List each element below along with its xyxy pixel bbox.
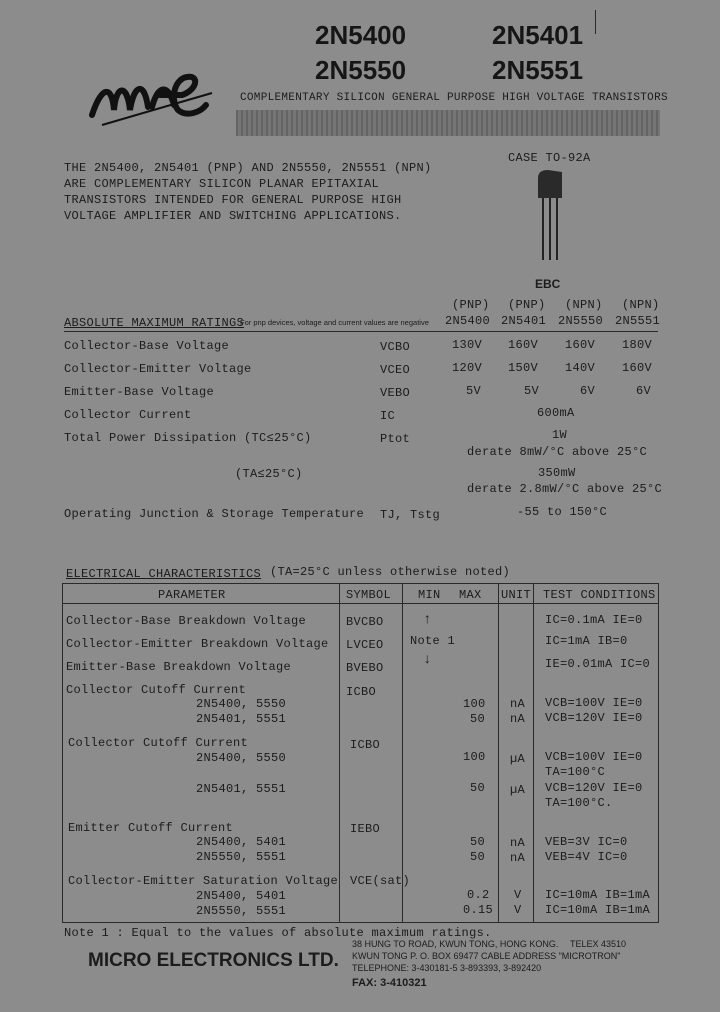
abs-row-value: 140V [565, 361, 596, 375]
table-row-param: Collector Cutoff Current [68, 736, 249, 750]
page-subtitle: COMPLEMENTARY SILICON GENERAL PURPOSE HIGH VOLTAGE TRANSISTORS [240, 92, 668, 104]
abs-row-value: 120V [452, 361, 483, 375]
abs-row-symbol: Ptot [380, 432, 411, 446]
table-row-param: Emitter-Base Breakdown Voltage [66, 660, 292, 674]
table-row-test: VCB=100V IE=0 [545, 750, 643, 764]
abs-row-sub: derate 2.8mW/°C above 25°C [467, 482, 663, 496]
table-row-max: 100 [463, 697, 486, 711]
intro-line-3: TRANSISTORS INTENDED FOR GENERAL PURPOSE HIGH [64, 193, 402, 207]
table-row-symbol: IEBO [350, 822, 381, 836]
abs-row-param: Total Power Dissipation (TC≤25°C) [64, 431, 312, 445]
footer-address-2: KWUN TONG P. O. BOX 69477 CABLE ADDRESS "MICROTRON" [352, 951, 621, 961]
intro-line-4: VOLTAGE AMPLIFIER AND SWITCHING APPLICATIONS. [64, 209, 402, 223]
to92-package-icon [534, 168, 568, 268]
down-arrow-icon: ↓ [423, 652, 432, 668]
abs-row-value: 130V [452, 338, 483, 352]
abs-row-value: 180V [622, 338, 653, 352]
abs-row-param: Collector Current [64, 408, 192, 422]
table-row-test: VCB=100V IE=0 [545, 696, 643, 710]
intro-line-2: ARE COMPLEMENTARY SILICON PLANAR EPITAXIAL [64, 177, 380, 191]
footer-telex: TELEX 43510 [570, 939, 627, 949]
table-row-unit: V [514, 888, 522, 902]
part-number-2n5400: 2N5400 [315, 20, 407, 50]
table-row-unit: nA [510, 836, 526, 850]
footer-fax: FAX: 3-410321 [352, 977, 427, 989]
abs-row-value: 5V [466, 384, 482, 398]
table-row-symbol: BVEBO [346, 661, 384, 675]
table-row-param: 2N5401, 5551 [196, 712, 287, 726]
table-row-unit: V [514, 903, 522, 917]
col-part-4: 2N5551 [615, 314, 661, 328]
abs-row-value: 6V [580, 384, 596, 398]
abs-row-value: 5V [524, 384, 540, 398]
logo-graphic [82, 55, 232, 135]
table-row-symbol: LVCEO [346, 638, 384, 652]
table-row-param: Collector-Emitter Saturation Voltage [68, 874, 339, 888]
table-row-unit: µA [510, 752, 526, 766]
package-pinout: EBC [535, 277, 561, 291]
table-row-param: Emitter Cutoff Current [68, 821, 234, 835]
header-unit: UNIT [501, 588, 532, 602]
footnote: Note 1 : Equal to the values of absolute maximum ratings. [64, 926, 492, 940]
footer-address-1: 38 HUNG TO ROAD, KWUN TONG, HONG KONG. [352, 939, 559, 949]
header-symbol: SYMBOL [346, 588, 392, 602]
intro-line-1: THE 2N5400, 2N5401 (PNP) AND 2N5550, 2N5551 (NPN) [64, 161, 432, 175]
table-row-max: 50 [470, 835, 486, 849]
abs-row-sub: derate 8mW/°C above 25°C [467, 445, 648, 459]
abs-row-value: 1W [552, 428, 568, 442]
header-max: MAX [459, 588, 482, 602]
abs-row-value: 160V [508, 338, 539, 352]
part-number-2n5551: 2N5551 [492, 55, 584, 85]
table-row-param: 2N5400, 5550 [196, 697, 287, 711]
abs-row-value: 350mW [538, 466, 576, 480]
footer-telephone: TELEPHONE: 3-430181-5 3-893393, 3-892420 [352, 963, 542, 973]
col-type-1: (PNP) [452, 298, 490, 312]
table-row-test: IC=10mA IB=1mA [545, 888, 651, 902]
table-row-param: 2N5550, 5551 [196, 850, 287, 864]
table-row-max: 50 [470, 781, 486, 795]
table-row-test-extra: TA=100°C [545, 765, 606, 779]
company-logo [82, 55, 232, 135]
col-type-2: (PNP) [508, 298, 546, 312]
table-row-param: 2N5400, 5401 [196, 889, 287, 903]
abs-row-value: 6V [636, 384, 652, 398]
table-row-test-extra: TA=100°C. [545, 796, 613, 810]
abs-max-note: For pnp devices, voltage and current values are negative [240, 318, 429, 327]
table-row-param: 2N5400, 5401 [196, 835, 287, 849]
table-row-max: 100 [463, 750, 486, 764]
col-type-3: (NPN) [565, 298, 603, 312]
abs-row-value: -55 to 150°C [517, 505, 608, 519]
abs-row-param: Collector-Base Voltage [64, 339, 230, 353]
table-row-symbol: ICBO [346, 685, 377, 699]
col-type-4: (NPN) [622, 298, 660, 312]
package-case: CASE TO-92A [508, 151, 591, 165]
table-row-param: Collector-Emitter Breakdown Voltage [66, 637, 329, 651]
table-row-max: 50 [470, 712, 486, 726]
table-row-unit: nA [510, 697, 526, 711]
table-row-max: 0.2 [467, 888, 490, 902]
elec-title: ELECTRICAL CHARACTERISTICS [66, 567, 262, 581]
table-row-max: 50 [470, 850, 486, 864]
company-name: MICRO ELECTRONICS LTD. [88, 950, 339, 971]
abs-row-value: 160V [565, 338, 596, 352]
abs-row-value: 150V [508, 361, 539, 375]
table-row-param: 2N5400, 5550 [196, 751, 287, 765]
table-row-symbol: ICBO [350, 738, 381, 752]
table-row-param: 2N5550, 5551 [196, 904, 287, 918]
table-row-param: 2N5401, 5551 [196, 782, 287, 796]
table-row-test: IC=10mA IB=1mA [545, 903, 651, 917]
abs-row-param: Collector-Emitter Voltage [64, 362, 252, 376]
abs-row-symbol: VCEO [380, 363, 411, 377]
table-row-unit: nA [510, 712, 526, 726]
header-parameter: PARAMETER [158, 588, 226, 602]
table-row-test: VEB=3V IC=0 [545, 835, 628, 849]
table-row-param: Collector Cutoff Current [66, 683, 247, 697]
table-row-test: IC=0.1mA IE=0 [545, 613, 643, 627]
abs-row-param: (TA≤25°C) [235, 467, 303, 481]
abs-row-value: 160V [622, 361, 653, 375]
up-arrow-icon: ↑ [423, 612, 432, 628]
col-part-3: 2N5550 [558, 314, 604, 328]
table-row-test: IE=0.01mA IC=0 [545, 657, 651, 671]
header-min: MIN [418, 588, 441, 602]
abs-row-symbol: VCBO [380, 340, 411, 354]
table-row-symbol: BVCBO [346, 615, 384, 629]
part-number-2n5550: 2N5550 [315, 55, 407, 85]
table-row-test: VCB=120V IE=0 [545, 781, 643, 795]
header-test-conditions: TEST CONDITIONS [543, 588, 656, 602]
part-number-2n5401: 2N5401 [492, 20, 584, 50]
table-row-test: VCB=120V IE=0 [545, 711, 643, 725]
table-row-max: 0.15 [463, 903, 494, 917]
table-row-test: VEB=4V IC=0 [545, 850, 628, 864]
abs-row-param: Emitter-Base Voltage [64, 385, 215, 399]
table-row-param: Collector-Base Breakdown Voltage [66, 614, 307, 628]
abs-max-title: ABSOLUTE MAXIMUM RATINGS [64, 316, 245, 330]
abs-row-symbol: TJ, Tstg [380, 508, 441, 522]
abs-row-symbol: VEBO [380, 386, 411, 400]
note-reference: Note 1 [410, 634, 456, 648]
table-row-symbol: VCE(sat) [350, 874, 411, 888]
table-row-test: IC=1mA IB=0 [545, 634, 628, 648]
abs-row-value: 600mA [537, 406, 575, 420]
table-row-unit: nA [510, 851, 526, 865]
col-part-2: 2N5401 [501, 314, 547, 328]
elec-conditions: (TA=25°C unless otherwise noted) [270, 565, 511, 579]
table-row-unit: µA [510, 783, 526, 797]
abs-row-symbol: IC [380, 409, 396, 423]
col-part-1: 2N5400 [445, 314, 491, 328]
abs-row-param: Operating Junction & Storage Temperature [64, 507, 365, 521]
